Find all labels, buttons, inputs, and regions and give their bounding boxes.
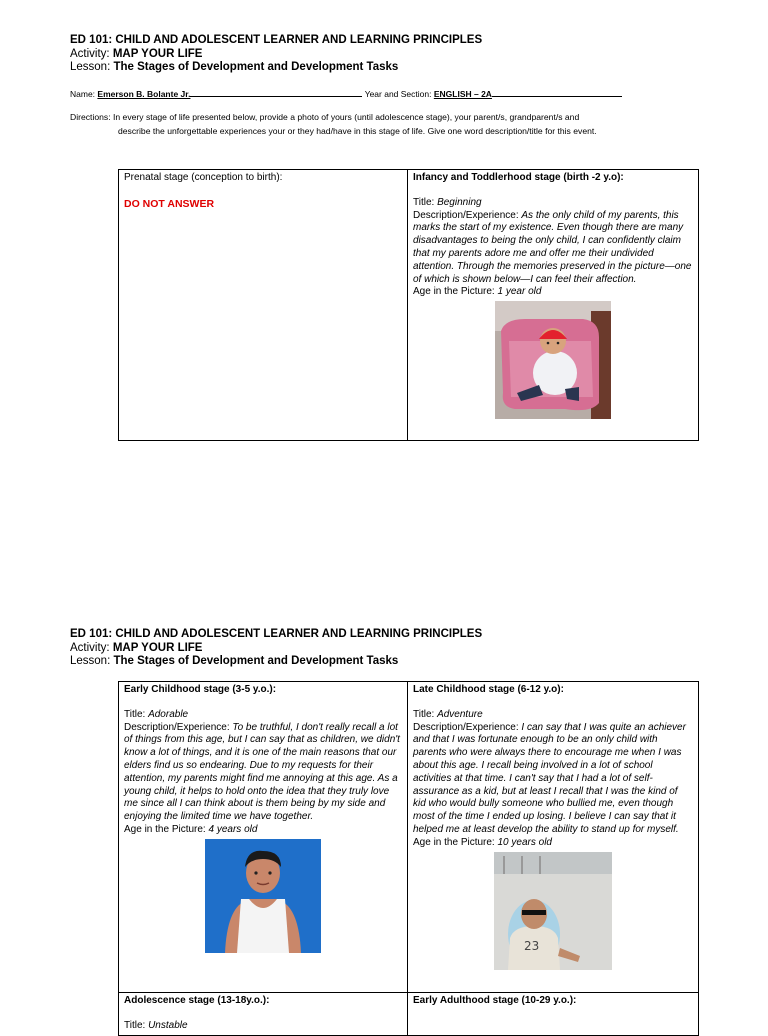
course-title: ED 101: CHILD AND ADOLESCENT LEARNER AND LEARNING PRINCIPLES xyxy=(70,34,483,46)
page1-header xyxy=(70,34,482,75)
prenatal-cell xyxy=(119,170,408,441)
early-childhood-photo xyxy=(205,839,321,953)
page2-header: ED 101: CHILD AND ADOLESCENT LEARNER AND LEARNING PRINCIPLES Activity: MAP YOUR LIFE Lesson: The Stages of Development and Development Tasks xyxy=(70,628,483,667)
late-childhood-photo xyxy=(494,852,612,970)
late-childhood-age: Age in the Picture: 10 years old xyxy=(413,836,552,848)
late-childhood-heading: Late Childhood stage (6-12 y.o): xyxy=(413,684,564,695)
adolescence-heading: Adolescence stage (13-18y.o.): xyxy=(124,995,270,1006)
directions: Directions: In every stage of life presented below, provide a photo of yours (until adolescence stage), your parent/s, grandparent/s and describe the unforgettable experiences your or they had/have in this stage of life. Give one word description/title for this event. xyxy=(70,112,597,136)
lesson-name: The Stages of Development and Development Tasks xyxy=(113,61,399,73)
adolescence-cell xyxy=(119,993,408,1036)
stages-table-page1 xyxy=(118,169,699,441)
early-adulthood-heading: Early Adulthood stage (10-29 y.o.): xyxy=(413,995,577,1006)
late-childhood-description: Description/Experience: I can say that I was quite an achiever and that I was fortunate enough to be an only child with parents who were always there to encourage me when I was about this age. I recall being involved in a lot of school activities at that time. I can't say that I had a lot of self-assurance as a kid, but at least I recall that I was the kind of kid who would bully someone who bullied me, even though most of the time I ended up losing. I believe I can say that it helped me at least develop the ability to stand up for myself. xyxy=(413,721,686,835)
infancy-age: Age in the Picture: 1 year old xyxy=(413,286,542,298)
activity-line: Activity: MAP YOUR LIFE xyxy=(70,47,203,60)
early-childhood-description: Description/Experience: To be truthful, I don't really recall a lot of things from this age, but I can say that as children, we didn't know a lot of things, and it is one of the main reasons that our elders find us so endearing. Due to my requests for their attention, my parents might find me annoying at this age. As a young child, it helps to hold onto the idea that they truly love me since all I can think about is them being by my side and enjoying the limited time we have together. xyxy=(124,721,400,823)
early-childhood-age: Age in the Picture: 4 years old xyxy=(124,823,258,835)
lesson-line: Lesson: The Stages of Development and Development Tasks xyxy=(70,61,399,73)
infancy-cell xyxy=(408,170,699,441)
early-adulthood-cell xyxy=(408,993,699,1036)
svg-text:23: 23 xyxy=(524,938,540,953)
activity-name: MAP YOUR LIFE xyxy=(112,47,203,60)
section-value: ENGLISH – 2A xyxy=(433,89,492,99)
early-childhood-cell xyxy=(119,682,408,993)
late-childhood-cell xyxy=(408,682,699,993)
infancy-heading: Infancy and Toddlerhood stage (birth -2 y.o): xyxy=(413,172,624,183)
stages-table-page2 xyxy=(118,681,699,1036)
infancy-title: Title: Beginning xyxy=(413,196,482,208)
late-childhood-title: Title: Adventure xyxy=(413,708,483,720)
prenatal-heading: Prenatal stage (conception to birth): xyxy=(124,172,283,183)
infancy-description: Description/Experience: As the only child of my parents, this marks the start of my existence. Even though there are many disadvantages to being the only child, I can confidently claim that my parents adore me and offer me their undivided attention. Through the memories preserved in the picture—one of which is shown below—I can feel their affection. xyxy=(413,209,692,285)
student-name: Emerson B. Bolante Jr. xyxy=(97,89,191,99)
adolescence-title: Title: Unstable xyxy=(124,1019,188,1031)
early-childhood-title: Title: Adorable xyxy=(124,708,189,720)
infancy-photo xyxy=(495,301,611,419)
do-not-answer-note: DO NOT ANSWER xyxy=(124,197,215,210)
early-childhood-heading: Early Childhood stage (3-5 y.o.): xyxy=(124,684,277,695)
name-row: Name: Emerson B. Bolante Jr. Year and Section: ENGLISH – 2A xyxy=(70,88,700,99)
